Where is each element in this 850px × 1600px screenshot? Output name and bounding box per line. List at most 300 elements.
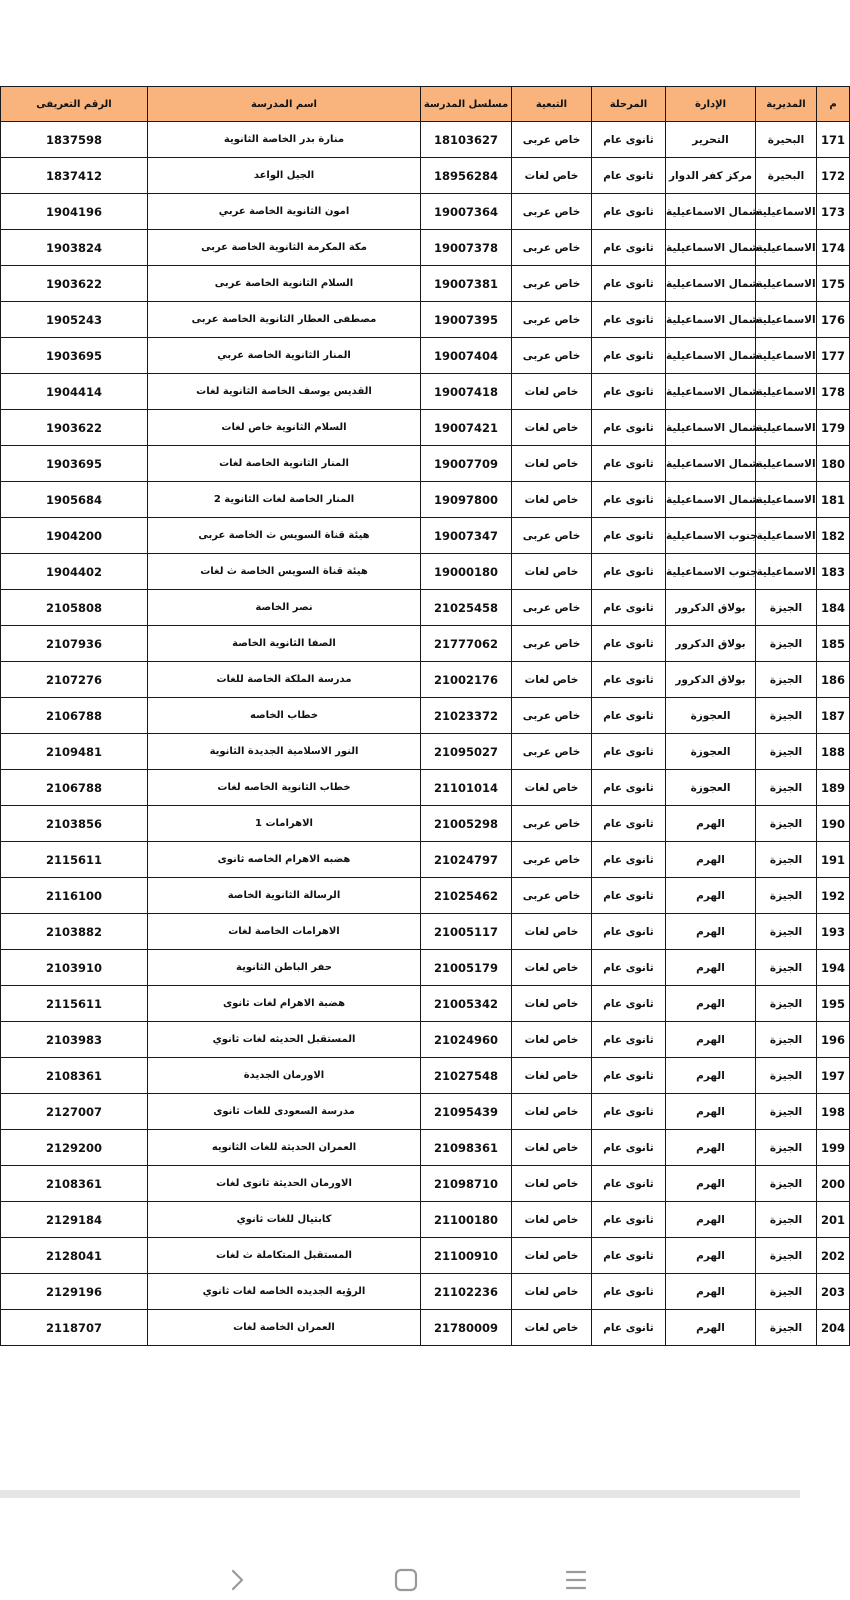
cell-school-serial: 21023372	[421, 698, 512, 734]
cell-directorate: الجيزة	[756, 1022, 817, 1058]
table-row	[1, 1202, 850, 1238]
cell-school-serial: 19007418	[421, 374, 512, 410]
cell-school-serial: 19000180	[421, 554, 512, 590]
cell-directorate: البحيرة	[756, 158, 817, 194]
cell-administration: الهرم	[666, 1166, 756, 1202]
header-administration: الإدارة	[666, 87, 756, 122]
cell-directorate: الجيزة	[756, 1130, 817, 1166]
cell-stage: ثانوى عام	[592, 734, 666, 770]
cell-affiliation: خاص عربى	[512, 266, 592, 302]
cell-row-number: 187	[817, 698, 850, 734]
cell-stage: ثانوى عام	[592, 1022, 666, 1058]
table-row	[1, 734, 850, 770]
cell-stage: ثانوى عام	[592, 590, 666, 626]
recent-apps-button[interactable]	[556, 1560, 596, 1600]
header-id: الرقم التعريفى	[1, 87, 148, 122]
cell-affiliation: خاص عربى	[512, 122, 592, 158]
cell-directorate: الجيزة	[756, 1274, 817, 1310]
cell-affiliation: خاص عربى	[512, 590, 592, 626]
cell-affiliation: خاص لغات	[512, 1238, 592, 1274]
cell-id: 2115611	[1, 842, 148, 878]
cell-school-name: مصطفى العطار الثانوية الخاصة عربى	[148, 302, 421, 338]
cell-directorate: الاسماعيلية	[756, 230, 817, 266]
cell-administration: شمال الاسماعيلية	[666, 410, 756, 446]
cell-affiliation: خاص لغات	[512, 770, 592, 806]
cell-directorate: الاسماعيلية	[756, 374, 817, 410]
cell-row-number: 191	[817, 842, 850, 878]
cell-affiliation: خاص لغات	[512, 1166, 592, 1202]
table-row	[1, 662, 850, 698]
cell-administration: بولاق الدكرور	[666, 626, 756, 662]
cell-school-name: السلام الثانوية الخاصة عربى	[148, 266, 421, 302]
cell-directorate: الجيزة	[756, 950, 817, 986]
table-row	[1, 1130, 850, 1166]
cell-row-number: 196	[817, 1022, 850, 1058]
cell-school-serial: 21025458	[421, 590, 512, 626]
table-row	[1, 230, 850, 266]
cell-id: 2129200	[1, 1130, 148, 1166]
cell-affiliation: خاص عربى	[512, 518, 592, 554]
cell-stage: ثانوى عام	[592, 986, 666, 1022]
cell-school-name: المنار الثانوية الخاصة لغات	[148, 446, 421, 482]
header-school-name: اسم المدرسة	[148, 87, 421, 122]
cell-id: 1904414	[1, 374, 148, 410]
cell-school-name: الاهرامات الخاصة لغات	[148, 914, 421, 950]
cell-school-serial: 21005298	[421, 806, 512, 842]
cell-school-serial: 21780009	[421, 1310, 512, 1346]
cell-directorate: الاسماعيلية	[756, 194, 817, 230]
cell-directorate: الاسماعيلية	[756, 266, 817, 302]
cell-row-number: 178	[817, 374, 850, 410]
cell-school-name: السلام الثانوية خاص لغات	[148, 410, 421, 446]
cell-row-number: 171	[817, 122, 850, 158]
cell-affiliation: خاص عربى	[512, 734, 592, 770]
home-button[interactable]	[386, 1560, 426, 1600]
cell-school-serial: 19007709	[421, 446, 512, 482]
cell-administration: الهرم	[666, 914, 756, 950]
cell-school-name: الاهرامات 1	[148, 806, 421, 842]
cell-affiliation: خاص لغات	[512, 1094, 592, 1130]
cell-school-name: المستقبل المتكاملة ث لغات	[148, 1238, 421, 1274]
cell-administration: شمال الاسماعيلية	[666, 266, 756, 302]
cell-stage: ثانوى عام	[592, 446, 666, 482]
cell-directorate: الجيزة	[756, 1094, 817, 1130]
table-row	[1, 986, 850, 1022]
table-row	[1, 266, 850, 302]
cell-administration: الهرم	[666, 878, 756, 914]
cell-id: 1903695	[1, 446, 148, 482]
cell-administration: الهرم	[666, 950, 756, 986]
cell-row-number: 198	[817, 1094, 850, 1130]
cell-stage: ثانوى عام	[592, 266, 666, 302]
table-row	[1, 842, 850, 878]
cell-id: 1904200	[1, 518, 148, 554]
cell-administration: بولاق الدكرور	[666, 590, 756, 626]
cell-school-serial: 21100910	[421, 1238, 512, 1274]
cell-school-name: النور الاسلامية الجديدة الثانوية	[148, 734, 421, 770]
cell-row-number: 174	[817, 230, 850, 266]
cell-stage: ثانوى عام	[592, 482, 666, 518]
cell-school-serial: 21024960	[421, 1022, 512, 1058]
cell-directorate: الجيزة	[756, 590, 817, 626]
cell-row-number: 203	[817, 1274, 850, 1310]
cell-administration: بولاق الدكرور	[666, 662, 756, 698]
cell-directorate: الاسماعيلية	[756, 554, 817, 590]
cell-directorate: الاسماعيلية	[756, 338, 817, 374]
table-body	[1, 122, 850, 1346]
cell-directorate: الجيزة	[756, 1166, 817, 1202]
cell-school-name: الرسالة الثانوية الخاصة	[148, 878, 421, 914]
cell-stage: ثانوى عام	[592, 1166, 666, 1202]
table-row	[1, 338, 850, 374]
cell-administration: الهرم	[666, 1130, 756, 1166]
cell-school-serial: 19007364	[421, 194, 512, 230]
header-stage: المرحلة	[592, 87, 666, 122]
cell-affiliation: خاص لغات	[512, 950, 592, 986]
cell-school-serial: 21027548	[421, 1058, 512, 1094]
cell-row-number: 197	[817, 1058, 850, 1094]
cell-school-name: منارة بدر الخاصة الثانوية	[148, 122, 421, 158]
cell-directorate: الجيزة	[756, 878, 817, 914]
cell-row-number: 192	[817, 878, 850, 914]
three-lines-icon	[556, 1560, 596, 1600]
header-affiliation: التبعية	[512, 87, 592, 122]
chevron-right-icon	[217, 1560, 257, 1600]
cell-directorate: الجيزة	[756, 842, 817, 878]
cell-school-name: القديس يوسف الخاصة الثانوية لغات	[148, 374, 421, 410]
header-school-serial: مسلسل المدرسة	[421, 87, 512, 122]
table-row	[1, 194, 850, 230]
cell-id: 2103910	[1, 950, 148, 986]
cell-id: 2118707	[1, 1310, 148, 1346]
cell-affiliation: خاص لغات	[512, 662, 592, 698]
cell-directorate: الاسماعيلية	[756, 410, 817, 446]
cell-school-serial: 19007395	[421, 302, 512, 338]
cell-school-name: خطاب الثانوية الخاصه لغات	[148, 770, 421, 806]
cell-stage: ثانوى عام	[592, 1310, 666, 1346]
cell-row-number: 180	[817, 446, 850, 482]
cell-stage: ثانوى عام	[592, 230, 666, 266]
cell-id: 2109481	[1, 734, 148, 770]
cell-directorate: الاسماعيلية	[756, 518, 817, 554]
cell-stage: ثانوى عام	[592, 1202, 666, 1238]
cell-row-number: 189	[817, 770, 850, 806]
rounded-square-icon	[386, 1560, 426, 1600]
cell-administration: الهرم	[666, 1238, 756, 1274]
cell-stage: ثانوى عام	[592, 338, 666, 374]
cell-id: 2108361	[1, 1166, 148, 1202]
cell-id: 1837598	[1, 122, 148, 158]
cell-row-number: 199	[817, 1130, 850, 1166]
cell-administration: شمال الاسماعيلية	[666, 302, 756, 338]
cell-administration: العجوزة	[666, 734, 756, 770]
cell-directorate: الجيزة	[756, 806, 817, 842]
cell-row-number: 202	[817, 1238, 850, 1274]
back-button[interactable]	[217, 1560, 257, 1600]
cell-administration: شمال الاسماعيلية	[666, 194, 756, 230]
cell-id: 1905243	[1, 302, 148, 338]
cell-id: 1903695	[1, 338, 148, 374]
cell-row-number: 172	[817, 158, 850, 194]
cell-school-serial: 21098710	[421, 1166, 512, 1202]
cell-affiliation: خاص لغات	[512, 1022, 592, 1058]
cell-affiliation: خاص عربى	[512, 302, 592, 338]
table-row	[1, 1166, 850, 1202]
cell-row-number: 173	[817, 194, 850, 230]
table-row	[1, 878, 850, 914]
cell-affiliation: خاص لغات	[512, 914, 592, 950]
cell-affiliation: خاص عربى	[512, 878, 592, 914]
cell-administration: شمال الاسماعيلية	[666, 230, 756, 266]
cell-administration: شمال الاسماعيلية	[666, 338, 756, 374]
cell-id: 2103856	[1, 806, 148, 842]
cell-school-name: مدرسة السعودى للغات ثانوى	[148, 1094, 421, 1130]
cell-administration: الهرم	[666, 1310, 756, 1346]
cell-row-number: 190	[817, 806, 850, 842]
table-row	[1, 1058, 850, 1094]
cell-id: 2129184	[1, 1202, 148, 1238]
cell-row-number: 201	[817, 1202, 850, 1238]
cell-row-number: 204	[817, 1310, 850, 1346]
table-row	[1, 770, 850, 806]
cell-school-name: المستقبل الحديثه لغات ثانوي	[148, 1022, 421, 1058]
cell-school-name: هيئة قناة السويس ث الخاصة عربى	[148, 518, 421, 554]
cell-school-name: الاورمان الجديدة	[148, 1058, 421, 1094]
cell-stage: ثانوى عام	[592, 374, 666, 410]
cell-stage: ثانوى عام	[592, 698, 666, 734]
cell-row-number: 185	[817, 626, 850, 662]
cell-affiliation: خاص عربى	[512, 338, 592, 374]
cell-affiliation: خاص لغات	[512, 1058, 592, 1094]
cell-school-name: المنار الثانوية الخاصة عربي	[148, 338, 421, 374]
cell-id: 2103983	[1, 1022, 148, 1058]
cell-id: 1904196	[1, 194, 148, 230]
cell-school-name: الصفا الثانوية الخاصة	[148, 626, 421, 662]
cell-row-number: 182	[817, 518, 850, 554]
cell-stage: ثانوى عام	[592, 662, 666, 698]
table-row	[1, 482, 850, 518]
cell-school-name: الرؤيه الجديده الخاصه لغات ثانوي	[148, 1274, 421, 1310]
cell-administration: شمال الاسماعيلية	[666, 374, 756, 410]
cell-id: 2129196	[1, 1274, 148, 1310]
cell-id: 2108361	[1, 1058, 148, 1094]
cell-row-number: 176	[817, 302, 850, 338]
cell-school-name: مكة المكرمة الثانوية الخاصة عربى	[148, 230, 421, 266]
table-row	[1, 158, 850, 194]
table-row	[1, 446, 850, 482]
cell-row-number: 186	[817, 662, 850, 698]
cell-school-serial: 21005342	[421, 986, 512, 1022]
cell-stage: ثانوى عام	[592, 554, 666, 590]
cell-id: 2115611	[1, 986, 148, 1022]
cell-id: 1903622	[1, 410, 148, 446]
cell-affiliation: خاص لغات	[512, 158, 592, 194]
cell-administration: جنوب الاسماعيلية	[666, 518, 756, 554]
table-row	[1, 950, 850, 986]
cell-affiliation: خاص عربى	[512, 626, 592, 662]
cell-stage: ثانوى عام	[592, 1094, 666, 1130]
cell-row-number: 177	[817, 338, 850, 374]
cell-row-number: 175	[817, 266, 850, 302]
cell-directorate: البحيرة	[756, 122, 817, 158]
cell-administration: الهرم	[666, 1094, 756, 1130]
cell-directorate: الجيزة	[756, 770, 817, 806]
cell-school-serial: 21095027	[421, 734, 512, 770]
cell-stage: ثانوى عام	[592, 1274, 666, 1310]
cell-stage: ثانوى عام	[592, 518, 666, 554]
cell-id: 1905684	[1, 482, 148, 518]
table-row	[1, 374, 850, 410]
cell-row-number: 195	[817, 986, 850, 1022]
cell-stage: ثانوى عام	[592, 1130, 666, 1166]
cell-affiliation: خاص لغات	[512, 1274, 592, 1310]
cell-administration: العجوزة	[666, 770, 756, 806]
table-row	[1, 590, 850, 626]
cell-directorate: الاسماعيلية	[756, 482, 817, 518]
cell-directorate: الجيزة	[756, 1310, 817, 1346]
cell-affiliation: خاص عربى	[512, 194, 592, 230]
header-directorate: المديرية	[756, 87, 817, 122]
cell-school-serial: 21102236	[421, 1274, 512, 1310]
cell-affiliation: خاص لغات	[512, 410, 592, 446]
cell-stage: ثانوى عام	[592, 194, 666, 230]
table-row	[1, 410, 850, 446]
cell-school-serial: 21025462	[421, 878, 512, 914]
cell-directorate: الجيزة	[756, 914, 817, 950]
cell-administration: التحرير	[666, 122, 756, 158]
cell-school-name: خطاب الخاصه	[148, 698, 421, 734]
table-row	[1, 1238, 850, 1274]
cell-administration: مركز كفر الدوار	[666, 158, 756, 194]
cell-stage: ثانوى عام	[592, 842, 666, 878]
cell-affiliation: خاص عربى	[512, 230, 592, 266]
cell-directorate: الجيزة	[756, 1058, 817, 1094]
cell-administration: الهرم	[666, 842, 756, 878]
cell-school-name: العمران الحديثة للغات الثانويه	[148, 1130, 421, 1166]
cell-school-serial: 18956284	[421, 158, 512, 194]
cell-school-name: حفر الباطن الثانوية	[148, 950, 421, 986]
cell-directorate: الجيزة	[756, 986, 817, 1022]
cell-administration: شمال الاسماعيلية	[666, 482, 756, 518]
cell-directorate: الاسماعيلية	[756, 446, 817, 482]
table-row	[1, 1094, 850, 1130]
cell-administration: الهرم	[666, 986, 756, 1022]
cell-id: 2127007	[1, 1094, 148, 1130]
cell-stage: ثانوى عام	[592, 302, 666, 338]
cell-stage: ثانوى عام	[592, 1238, 666, 1274]
cell-id: 1904402	[1, 554, 148, 590]
cell-school-serial: 18103627	[421, 122, 512, 158]
header-row-number: م	[817, 87, 850, 122]
cell-school-name: هضبة الاهرام لغات ثانوى	[148, 986, 421, 1022]
cell-id: 2107936	[1, 626, 148, 662]
cell-administration: الهرم	[666, 1058, 756, 1094]
table-row	[1, 1022, 850, 1058]
cell-affiliation: خاص لغات	[512, 446, 592, 482]
cell-stage: ثانوى عام	[592, 410, 666, 446]
cell-school-name: كابتيال للغات ثانوي	[148, 1202, 421, 1238]
cell-id: 1903622	[1, 266, 148, 302]
cell-row-number: 184	[817, 590, 850, 626]
cell-stage: ثانوى عام	[592, 914, 666, 950]
cell-school-serial: 21095439	[421, 1094, 512, 1130]
nav-separator	[0, 1490, 800, 1498]
cell-affiliation: خاص لغات	[512, 554, 592, 590]
cell-id: 2106788	[1, 770, 148, 806]
cell-administration: الهرم	[666, 1274, 756, 1310]
cell-directorate: الجيزة	[756, 626, 817, 662]
cell-stage: ثانوى عام	[592, 806, 666, 842]
cell-id: 1837412	[1, 158, 148, 194]
cell-administration: الهرم	[666, 806, 756, 842]
cell-school-serial: 21005179	[421, 950, 512, 986]
table-row	[1, 698, 850, 734]
cell-row-number: 194	[817, 950, 850, 986]
cell-directorate: الجيزة	[756, 734, 817, 770]
cell-id: 2105808	[1, 590, 148, 626]
cell-affiliation: خاص لغات	[512, 1202, 592, 1238]
cell-school-serial: 21005117	[421, 914, 512, 950]
table-row	[1, 122, 850, 158]
cell-id: 2128041	[1, 1238, 148, 1274]
cell-school-serial: 21100180	[421, 1202, 512, 1238]
table-row	[1, 518, 850, 554]
cell-row-number: 193	[817, 914, 850, 950]
cell-stage: ثانوى عام	[592, 158, 666, 194]
cell-school-serial: 19007381	[421, 266, 512, 302]
cell-id: 2103882	[1, 914, 148, 950]
cell-school-serial: 21098361	[421, 1130, 512, 1166]
cell-school-serial: 19097800	[421, 482, 512, 518]
cell-row-number: 179	[817, 410, 850, 446]
cell-school-serial: 19007421	[421, 410, 512, 446]
cell-directorate: الاسماعيلية	[756, 302, 817, 338]
cell-school-name: امون الثانوية الخاصة عربي	[148, 194, 421, 230]
cell-school-serial: 19007347	[421, 518, 512, 554]
cell-affiliation: خاص عربى	[512, 806, 592, 842]
cell-affiliation: خاص لغات	[512, 482, 592, 518]
cell-stage: ثانوى عام	[592, 950, 666, 986]
cell-school-name: نصر الخاصة	[148, 590, 421, 626]
cell-row-number: 183	[817, 554, 850, 590]
cell-affiliation: خاص لغات	[512, 1130, 592, 1166]
table-row	[1, 914, 850, 950]
table-header-row	[1, 87, 850, 122]
cell-administration: العجوزة	[666, 698, 756, 734]
cell-row-number: 200	[817, 1166, 850, 1202]
cell-administration: الهرم	[666, 1202, 756, 1238]
cell-school-name: هضبه الاهرام الخاصه ثانوى	[148, 842, 421, 878]
cell-stage: ثانوى عام	[592, 1058, 666, 1094]
cell-school-name: هيئة قناة السويس الخاصة ث لغات	[148, 554, 421, 590]
cell-directorate: الجيزة	[756, 1238, 817, 1274]
cell-school-name: العمران الخاصة لغات	[148, 1310, 421, 1346]
cell-school-serial: 21777062	[421, 626, 512, 662]
cell-directorate: الجيزة	[756, 1202, 817, 1238]
cell-administration: شمال الاسماعيلية	[666, 446, 756, 482]
cell-row-number: 188	[817, 734, 850, 770]
table-row	[1, 806, 850, 842]
cell-stage: ثانوى عام	[592, 878, 666, 914]
cell-id: 2116100	[1, 878, 148, 914]
table-row	[1, 1274, 850, 1310]
navigation-bar	[0, 1498, 800, 1600]
table-row	[1, 302, 850, 338]
cell-affiliation: خاص عربى	[512, 842, 592, 878]
cell-administration: الهرم	[666, 1022, 756, 1058]
cell-school-serial: 21024797	[421, 842, 512, 878]
table-row	[1, 554, 850, 590]
